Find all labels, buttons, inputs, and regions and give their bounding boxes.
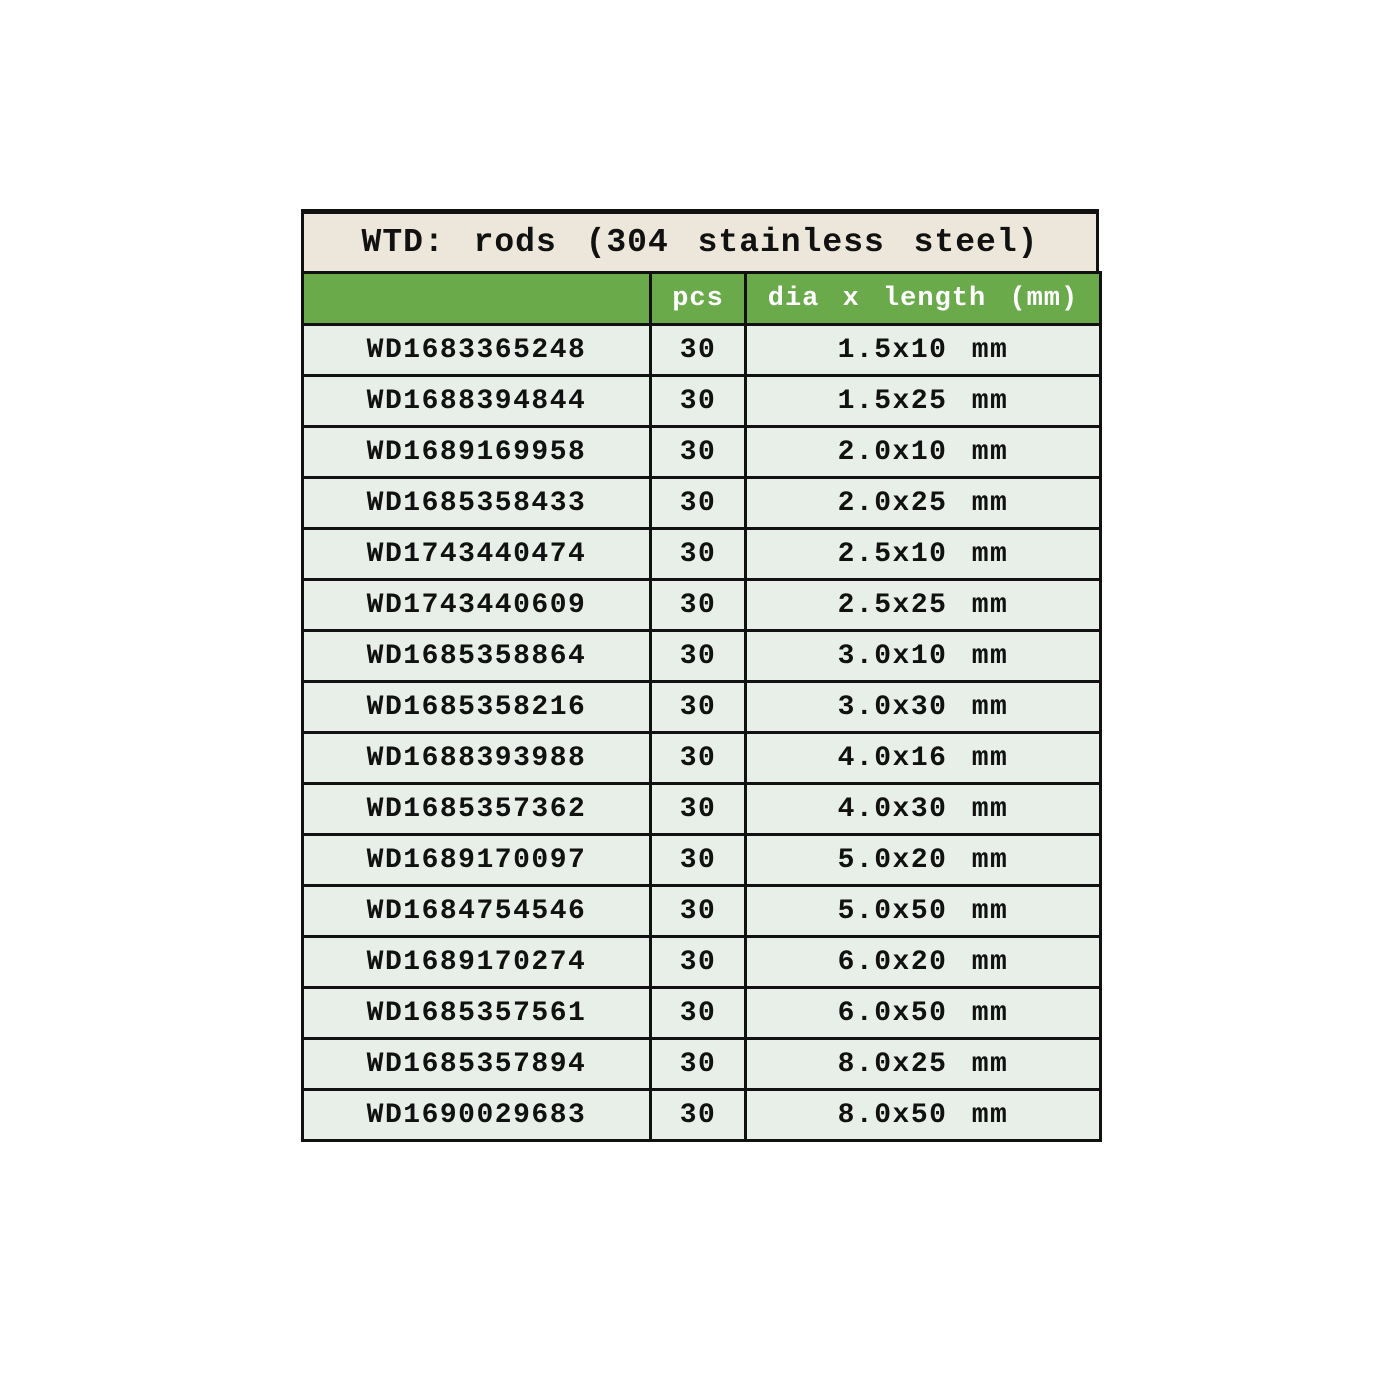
pcs-cell: 30 bbox=[651, 988, 746, 1039]
table-row bbox=[303, 682, 1101, 733]
item-code-cell: WD1688394844 bbox=[303, 376, 651, 427]
size-cell: 8.0x50 mm bbox=[746, 1090, 1101, 1141]
item-code-cell: WD1688393988 bbox=[303, 733, 651, 784]
size-cell: 4.0x16 mm bbox=[746, 733, 1101, 784]
table-row bbox=[303, 1090, 1101, 1141]
size-cell: 5.0x50 mm bbox=[746, 886, 1101, 937]
pcs-cell: 30 bbox=[651, 835, 746, 886]
item-code-cell: WD1685358216 bbox=[303, 682, 651, 733]
item-code-cell: WD1690029683 bbox=[303, 1090, 651, 1141]
table-row bbox=[303, 988, 1101, 1039]
size-cell: 6.0x50 mm bbox=[746, 988, 1101, 1039]
size-cell: 1.5x10 mm bbox=[746, 325, 1101, 376]
table-row bbox=[303, 784, 1101, 835]
table-row bbox=[303, 835, 1101, 886]
item-code-cell: WD1685357362 bbox=[303, 784, 651, 835]
table-row bbox=[303, 631, 1101, 682]
pcs-cell: 30 bbox=[651, 529, 746, 580]
table-row bbox=[303, 733, 1101, 784]
table-title: WTD: rods (304 stainless steel) bbox=[301, 209, 1099, 271]
table-body bbox=[303, 325, 1101, 1141]
table-row bbox=[303, 937, 1101, 988]
size-cell: 5.0x20 mm bbox=[746, 835, 1101, 886]
pcs-cell: 30 bbox=[651, 376, 746, 427]
item-code-cell: WD1743440474 bbox=[303, 529, 651, 580]
size-cell: 3.0x10 mm bbox=[746, 631, 1101, 682]
size-cell: 2.5x10 mm bbox=[746, 529, 1101, 580]
item-code-cell: WD1685357561 bbox=[303, 988, 651, 1039]
item-code-cell: WD1743440609 bbox=[303, 580, 651, 631]
pcs-cell: 30 bbox=[651, 784, 746, 835]
item-code-cell: WD1689170274 bbox=[303, 937, 651, 988]
item-code-cell: WD1685358433 bbox=[303, 478, 651, 529]
pcs-cell: 30 bbox=[651, 1090, 746, 1141]
item-code-cell: WD1685358864 bbox=[303, 631, 651, 682]
pcs-cell: 30 bbox=[651, 733, 746, 784]
size-cell: 2.0x25 mm bbox=[746, 478, 1101, 529]
size-cell: 8.0x25 mm bbox=[746, 1039, 1101, 1090]
table-row bbox=[303, 529, 1101, 580]
size-cell: 2.5x25 mm bbox=[746, 580, 1101, 631]
item-code-cell: WD1685357894 bbox=[303, 1039, 651, 1090]
table-row bbox=[303, 427, 1101, 478]
pcs-cell: 30 bbox=[651, 937, 746, 988]
column-header-item bbox=[303, 273, 651, 325]
item-code-cell: WD1684754546 bbox=[303, 886, 651, 937]
size-cell: 1.5x25 mm bbox=[746, 376, 1101, 427]
pcs-cell: 30 bbox=[651, 427, 746, 478]
size-cell: 6.0x20 mm bbox=[746, 937, 1101, 988]
pcs-cell: 30 bbox=[651, 1039, 746, 1090]
product-table bbox=[301, 271, 1102, 1142]
table-row bbox=[303, 376, 1101, 427]
product-table-sheet bbox=[301, 209, 1099, 1142]
item-code-cell: WD1689169958 bbox=[303, 427, 651, 478]
pcs-cell: 30 bbox=[651, 580, 746, 631]
pcs-cell: 30 bbox=[651, 325, 746, 376]
table-row bbox=[303, 580, 1101, 631]
table-row bbox=[303, 325, 1101, 376]
pcs-cell: 30 bbox=[651, 682, 746, 733]
size-cell: 2.0x10 mm bbox=[746, 427, 1101, 478]
column-header-size: dia x length (mm) bbox=[746, 273, 1101, 325]
pcs-cell: 30 bbox=[651, 886, 746, 937]
size-cell: 4.0x30 mm bbox=[746, 784, 1101, 835]
column-header-pcs: pcs bbox=[651, 273, 746, 325]
pcs-cell: 30 bbox=[651, 631, 746, 682]
table-row bbox=[303, 886, 1101, 937]
item-code-cell: WD1689170097 bbox=[303, 835, 651, 886]
table-row bbox=[303, 1039, 1101, 1090]
size-cell: 3.0x30 mm bbox=[746, 682, 1101, 733]
item-code-cell: WD1683365248 bbox=[303, 325, 651, 376]
header-row bbox=[303, 273, 1101, 325]
pcs-cell: 30 bbox=[651, 478, 746, 529]
table-row bbox=[303, 478, 1101, 529]
